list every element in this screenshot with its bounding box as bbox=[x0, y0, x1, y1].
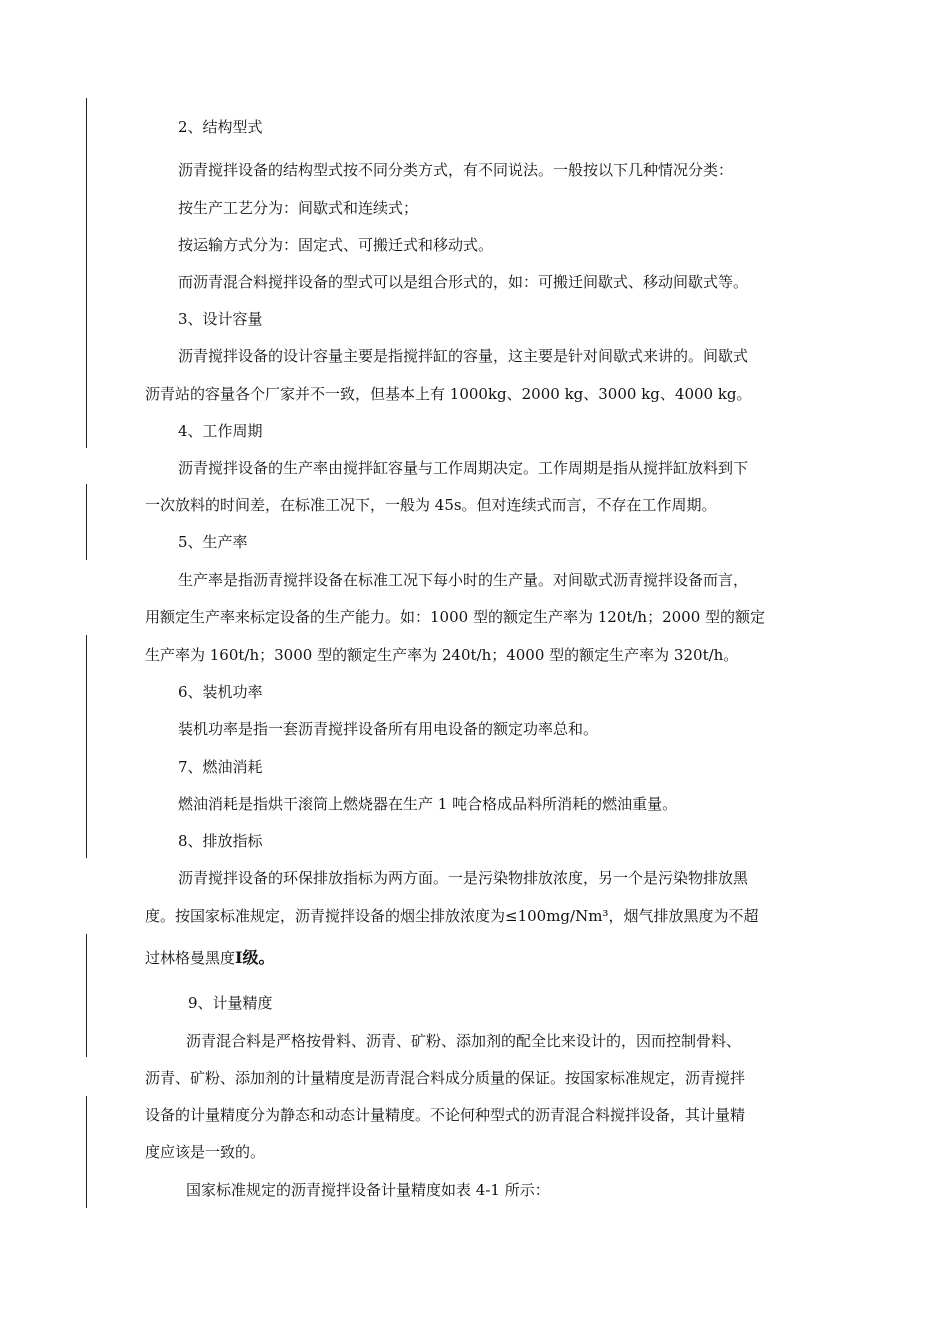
paragraph-line: 沥青搅拌设备的结构型式按不同分类方式，有不同说法。一般按以下几种情况分类： bbox=[178, 161, 734, 179]
section-heading-cycle: 4、工作周期 bbox=[178, 422, 263, 440]
paragraph-line: 用额定生产率来标定设备的生产能力。如：1000 型的额定生产率为 120t/h；2000 型的额定 bbox=[145, 608, 766, 626]
paragraph-line: 沥青站的容量各个厂家并不一致，但基本上有 1000kg、2000 kg、3000 kg、4000 kg。 bbox=[145, 385, 752, 403]
emphasis-text: Ⅰ级。 bbox=[235, 948, 275, 967]
section-heading-structure: 2、结构型式 bbox=[178, 118, 263, 136]
revision-bar-2 bbox=[86, 484, 87, 560]
paragraph-line: 沥青混合料是严格按骨料、沥青、矿粉、添加剂的配全比来设计的，因而控制骨料、 bbox=[186, 1032, 742, 1050]
paragraph-line: 一次放料的时间差，在标准工况下，一般为 45s。但对连续式而言，不存在工作周期。 bbox=[145, 496, 717, 514]
paragraph-line: 而沥青混合料搅拌设备的型式可以是组合形式的，如：可搬迁间歇式、移动间歇式等。 bbox=[178, 273, 749, 291]
paragraph-line bbox=[145, 948, 275, 968]
section-heading-emission: 8、排放指标 bbox=[178, 832, 263, 850]
paragraph-line: 按生产工艺分为：间歇式和连续式； bbox=[178, 199, 419, 217]
section-heading-power: 6、装机功率 bbox=[178, 683, 263, 701]
paragraph-line: 沥青搅拌设备的设计容量主要是指搅拌缸的容量，这主要是针对间歇式来讲的。间歇式 bbox=[178, 347, 749, 365]
paragraph-line: 设备的计量精度分为静态和动态计量精度。不论何种型式的沥青混合料搅拌设备，其计量精 bbox=[145, 1106, 746, 1124]
paragraph-line: 燃油消耗是指烘干滚筒上燃烧器在生产 1 吨合格成品料所消耗的燃油重量。 bbox=[178, 795, 678, 813]
paragraph-line: 度。按国家标准规定，沥青搅拌设备的烟尘排放浓度为≤100mg/Nm³，烟气排放黑度为不超 bbox=[145, 907, 759, 925]
section-heading-metering: 9、计量精度 bbox=[188, 994, 273, 1012]
paragraph-line: 国家标准规定的沥青搅拌设备计量精度如表 4-1 所示： bbox=[186, 1181, 550, 1199]
paragraph-line: 沥青搅拌设备的环保排放指标为两方面。一是污染物排放浓度，另一个是污染物排放黑 bbox=[178, 869, 749, 887]
revision-bar-3 bbox=[86, 635, 87, 858]
paragraph-line: 生产率为 160t/h；3000 型的额定生产率为 240t/h；4000 型的额定生产率为 320t/h。 bbox=[145, 646, 739, 664]
paragraph-line: 生产率是指沥青搅拌设备在标准工况下每小时的生产量。对间歇式沥青搅拌设备而言， bbox=[178, 571, 749, 589]
revision-bar-4 bbox=[86, 934, 87, 1057]
revision-bar-5 bbox=[86, 1096, 87, 1208]
paragraph-line: 装机功率是指一套沥青搅拌设备所有用电设备的额定功率总和。 bbox=[178, 720, 599, 738]
section-heading-fuel: 7、燃油消耗 bbox=[178, 758, 263, 776]
paragraph-line: 度应该是一致的。 bbox=[145, 1143, 266, 1161]
revision-bar-1 bbox=[86, 98, 87, 448]
paragraph-line: 沥青、矿粉、添加剂的计量精度是沥青混合料成分质量的保证。按国家标准规定，沥青搅拌 bbox=[145, 1069, 746, 1087]
paragraph-line: 按运输方式分为：固定式、可搬迁式和移动式。 bbox=[178, 236, 494, 254]
section-heading-capacity: 3、设计容量 bbox=[178, 310, 263, 328]
section-heading-productivity: 5、生产率 bbox=[178, 533, 248, 551]
paragraph-text: 过林格曼黑度 bbox=[145, 949, 236, 967]
paragraph-line: 沥青搅拌设备的生产率由搅拌缸容量与工作周期决定。工作周期是指从搅拌缸放料到下 bbox=[178, 459, 749, 477]
